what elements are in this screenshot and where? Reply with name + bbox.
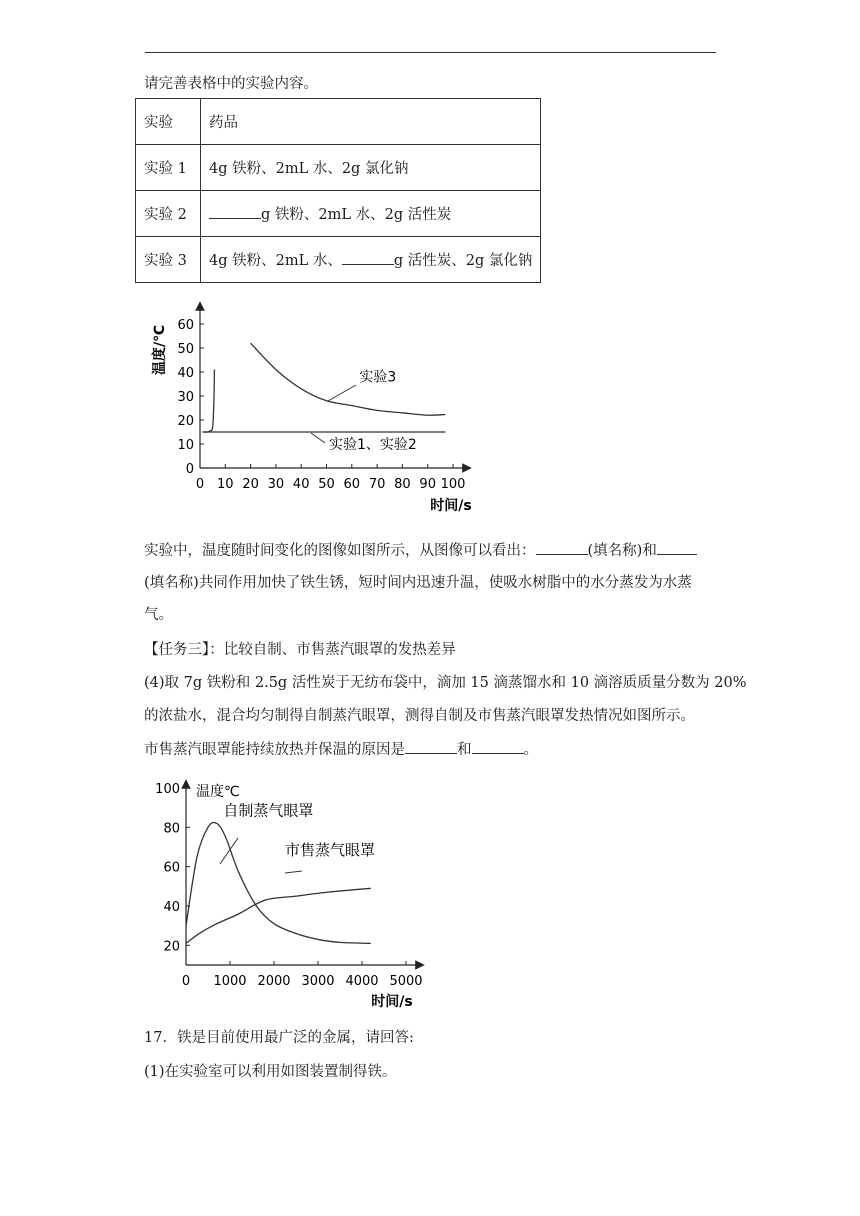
table-row	[136, 191, 541, 237]
y-tick-label: 60	[163, 860, 180, 876]
x-tick-label: 60	[343, 477, 361, 492]
x-tick-label: 40	[292, 477, 310, 492]
text-run: 和	[457, 742, 472, 758]
table-header-cell: 实验	[136, 99, 201, 145]
table-cell-name: 实验 1	[136, 145, 201, 191]
label-leader-line	[220, 838, 238, 864]
table-cell-name: 实验 3	[136, 237, 201, 283]
reagent-text: 4g 铁粉、2mL 水、	[209, 253, 342, 269]
q17-line1: 17．铁是目前使用最广泛的金属，请回答:	[144, 1030, 414, 1046]
label-leader-line	[328, 385, 356, 401]
series-label: 实验1、实验2	[329, 436, 417, 453]
task3-heading	[144, 640, 456, 660]
text1-line2: (填名称)共同作用加快了铁生锈，短时间内迅速升温，使吸水树脂中的水分蒸发为水蒸	[144, 575, 692, 591]
table-cell-reagents	[201, 145, 541, 191]
temperature-chart-2	[140, 778, 440, 1014]
series-line	[203, 370, 215, 432]
answer-blank[interactable]	[405, 739, 457, 754]
y-tick-label: 80	[163, 821, 180, 837]
x-tick-label: 3000	[301, 974, 335, 989]
answer-blank[interactable]	[342, 250, 394, 265]
series-label: 市售蒸气眼罩	[285, 840, 376, 859]
text-run: 。	[523, 742, 538, 758]
reagent-text: 4g 铁粉、2mL 水、2g 氯化钠	[209, 161, 409, 177]
table-header-cell: 药品	[201, 99, 541, 145]
reagent-text: g 铁粉、2mL 水、2g 活性炭	[261, 207, 452, 223]
x-tick-label: 1000	[213, 974, 247, 989]
temperature-chart-1	[145, 298, 485, 518]
table-cell-name: 实验 2	[136, 191, 201, 237]
header-rule	[145, 52, 716, 53]
x-tick-label: 0	[181, 974, 191, 989]
x-tick-label: 30	[267, 477, 285, 492]
q4-line1: (4)取 7g 铁粉和 2.5g 活性炭于无纺布袋中，滴加 15 滴蒸馏水和 10 滴溶质质量分数为 20%	[144, 675, 747, 691]
x-axis-label: 时间/s	[371, 994, 413, 1010]
series-label: 实验3	[359, 369, 397, 386]
table-cell-reagents	[201, 237, 541, 283]
table-row	[136, 145, 541, 191]
y-tick-label: 20	[163, 939, 180, 955]
y-tick-label: 40	[177, 366, 194, 381]
x-tick-label: 4000	[345, 974, 379, 989]
x-tick-label: 100	[440, 477, 466, 492]
answer-blank[interactable]	[657, 540, 697, 555]
x-tick-label: 0	[195, 477, 205, 492]
y-tick-label: 0	[185, 462, 194, 477]
y-tick-label: 60	[177, 318, 194, 333]
table-row	[136, 237, 541, 283]
text-run: 市售蒸汽眼罩能持续放热并保温的原因是	[144, 742, 405, 758]
x-tick-label: 5000	[389, 974, 423, 989]
y-tick-label: 20	[177, 414, 194, 429]
text-run: (填名称)和	[587, 543, 657, 559]
label-leader-line	[311, 433, 325, 443]
y-tick-label: 10	[177, 438, 194, 453]
y-tick-label: 50	[177, 342, 194, 357]
series-line	[251, 343, 446, 415]
y-tick-label: 40	[163, 900, 180, 915]
y-tick-label: 100	[155, 782, 180, 797]
q17-line2: (1)在实验室可以利用如图装置制得铁。	[144, 1064, 397, 1080]
answer-blank[interactable]	[209, 204, 261, 219]
x-tick-label: 20	[242, 477, 259, 492]
y-axis-label: 温度/℃	[152, 324, 168, 376]
answer-blank[interactable]	[472, 739, 524, 754]
text-run: 实验中，温度随时间变化的图像如图所示，从图像可以看出：	[144, 543, 536, 559]
x-axis-label: 时间/s	[430, 498, 472, 514]
x-tick-label: 2000	[257, 974, 291, 989]
q4-line3	[144, 739, 538, 760]
table-row	[136, 99, 541, 145]
x-tick-label: 90	[419, 477, 436, 492]
experiment-table	[135, 98, 541, 283]
y-tick-label: 30	[177, 390, 194, 405]
x-tick-label: 80	[394, 477, 411, 492]
label-leader-line	[285, 871, 302, 873]
answer-blank[interactable]	[536, 540, 588, 555]
reagent-text: g 活性炭、2g 氯化钠	[393, 253, 533, 269]
x-tick-label: 70	[368, 477, 386, 492]
intro-text: 请完善表格中的实验内容。	[144, 76, 318, 92]
text1-line1	[144, 540, 697, 561]
table-cell-reagents	[201, 191, 541, 237]
x-tick-label: 10	[217, 477, 234, 492]
q4-line2: 的浓盐水，混合均匀制得自制蒸汽眼罩，测得自制及市售蒸汽眼罩发热情况如图所示。	[144, 708, 695, 724]
text-run: 【任务三】：比较自制、市售蒸汽眼罩的发热差异	[144, 642, 456, 658]
x-tick-label: 50	[318, 477, 335, 492]
y-axis-label: 温度℃	[196, 784, 240, 800]
series-label: 自制蒸气眼罩	[223, 801, 314, 820]
text1-line3: 气。	[144, 607, 173, 623]
series-line	[186, 888, 371, 943]
